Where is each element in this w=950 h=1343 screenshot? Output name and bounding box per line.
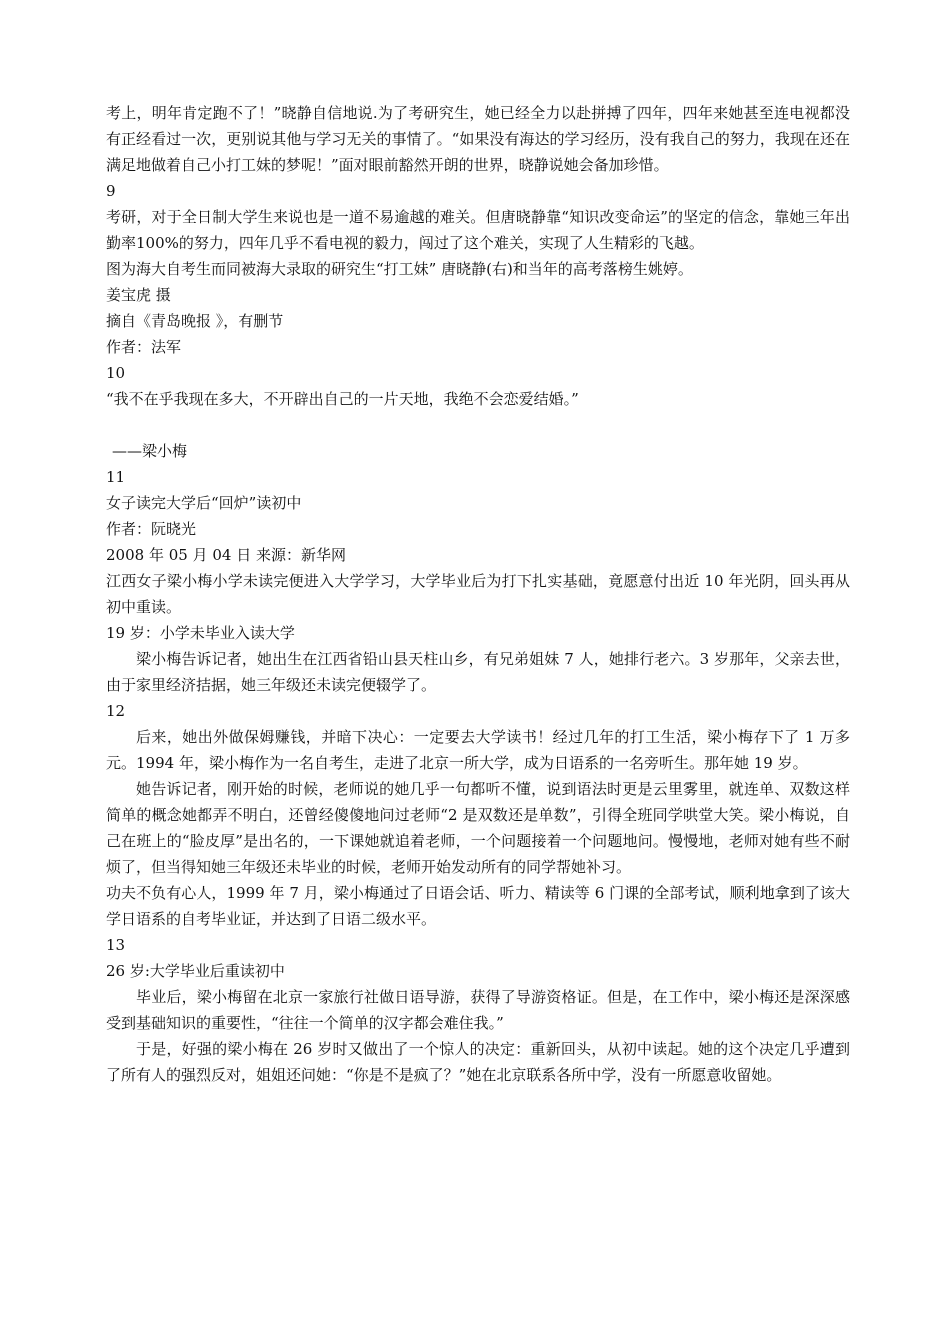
- subheading: 19 岁：小学未毕业入读大学: [106, 624, 295, 642]
- blank-line: [106, 412, 850, 438]
- paragraph: 毕业后，梁小梅留在北京一家旅行社做日语导游，获得了导游资格证。但是，在工作中，梁小梅还是深深感受到基础知识的重要性，“往往一个简单的汉字都会难住我。”: [106, 988, 850, 1032]
- quote-attribution: ——梁小梅: [112, 442, 188, 460]
- document-page: [106, 100, 850, 1088]
- paragraph: 后来，她出外做保姆赚钱，并暗下决心：一定要去大学读书！经过几年的打工生活，梁小梅存下了 1 万多元。1994 年，梁小梅作为一名自考生，走进了北京一所大学，成为日语系的一名旁听生。那年她 19 岁。: [106, 728, 850, 772]
- quote: “我不在乎我现在多大，不开辟出自己的一片天地，我绝不会恋爱结婚。”: [106, 390, 579, 408]
- date-source-line: 2008 年 05 月 04 日 来源：新华网: [106, 546, 346, 564]
- photographer-credit: 姜宝虎 摄: [106, 286, 171, 304]
- author-line: 作者：阮晓光: [106, 520, 197, 538]
- paragraph: 梁小梅告诉记者，她出生在江西省铅山县天柱山乡，有兄弟姐妹 7 人，她排行老六。3 岁那年，父亲去世，由于家里经济拮据，她三年级还未读完便辍学了。: [106, 650, 850, 694]
- paragraph: 功夫不负有心人，1999 年 7 月，梁小梅通过了日语会话、听力、精读等 6 门课的全部考试，顺利地拿到了该大学日语系的自考毕业证，并达到了日语二级水平。: [106, 884, 850, 928]
- paragraph: 考研，对于全日制大学生来说也是一道不易逾越的难关。但唐晓静靠“知识改变命运”的坚定的信念，靠她三年出勤率100%的努力，四年几乎不看电视的毅力，闯过了这个难关，实现了人生精彩的飞越。: [106, 208, 850, 252]
- section-number: 12: [106, 702, 126, 720]
- section-number: 9: [106, 182, 116, 200]
- section-number: 13: [106, 936, 126, 954]
- paragraph: 她告诉记者，刚开始的时候，老师说的她几乎一句都听不懂，说到语法时更是云里雾里，就连单、双数这样简单的概念她都弄不明白，还曾经傻傻地问过老师“2 是双数还是单数”，引得全班同学哄堂大笑。梁小梅说，自己在班上的“脸皮厚”是出名的，一下课她就追着老师，一个问题接着一个问题地问。慢慢地，老师对她有些不耐烦了，但当得知她三年级还未毕业的时候，老师开始发动所有的同学帮她补习。: [106, 780, 850, 876]
- article-title: 女子读完大学后“回炉”读初中: [106, 494, 302, 512]
- section-number: 10: [106, 364, 126, 382]
- section-number: 11: [106, 468, 126, 486]
- author-line: 作者：法军: [106, 338, 182, 356]
- subheading: 26 岁:大学毕业后重读初中: [106, 962, 285, 980]
- photo-caption: 图为海大自考生而同被海大录取的研究生“打工妹” 唐晓静(右)和当年的高考落榜生姚婷。: [106, 260, 693, 278]
- paragraph: 考上，明年肯定跑不了！”晓静自信地说.为了考研究生，她已经全力以赴拼搏了四年，四年来她甚至连电视都没有正经看过一次，更别说其他与学习无关的事情了。“如果没有海达的学习经历，没有我自己的努力，我现在还在满足地做着自己小打工妹的梦呢！”面对眼前豁然开朗的世界，晓静说她会备加珍惜。: [106, 104, 850, 174]
- paragraph: 于是，好强的梁小梅在 26 岁时又做出了一个惊人的决定：重新回头，从初中读起。她的这个决定几乎遭到了所有人的强烈反对，姐姐还问她：“你是不是疯了？”她在北京联系各所中学，没有一所愿意收留她。: [106, 1040, 850, 1084]
- source-note: 摘自《青岛晚报 》，有删节: [106, 312, 284, 330]
- lead-paragraph: 江西女子梁小梅小学未读完便进入大学学习，大学毕业后为打下扎实基础，竟愿意付出近 10 年光阴，回头再从初中重读。: [106, 572, 850, 616]
